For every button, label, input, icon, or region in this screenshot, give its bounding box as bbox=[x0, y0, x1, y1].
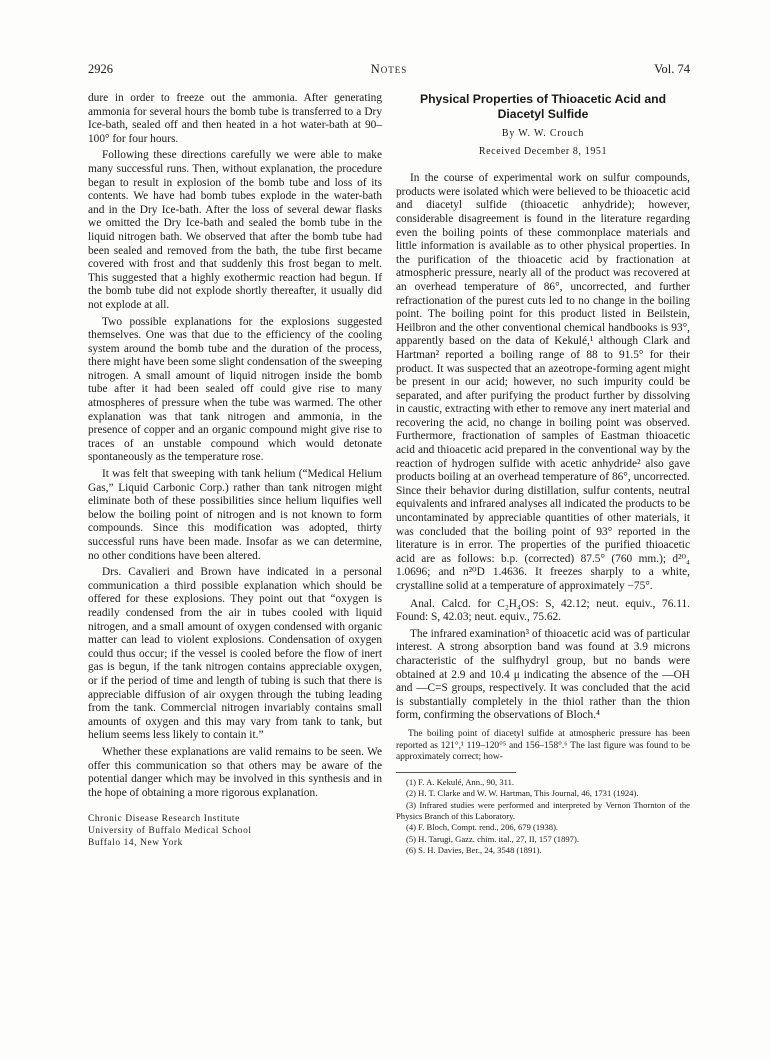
postscript-note: The boiling point of diacetyl sulfide at atmospheric pressure has been reported as 121°,¹ 119–120°⁵ and 156–158°.⁶ The last figure was found to be approximately correct; how- bbox=[396, 728, 690, 763]
paragraph: In the course of experimental work on sulfur compounds, products were isolated which were believed to be thioacetic acid and diacetyl sulfide (thioacetic anhydride); however, considerable disagreement is found in the literature regarding even the boiling points of these commonplace materials and little information is available as to other physical properties. In the purification of the thioacetic acid by fractionation at atmospheric pressure, nearly all of the product was recovered at an overhead temperature of 86°, uncorrected, and further refractionation of the purest cuts led to no change in the boiling point. The boiling point for this product listed in Beilstein, Heilbron and the other conventional chemical handbooks is 93°, apparently based on the data of Kekulé,¹ although Clark and Hartman² reported a boiling range of 88 to 91.5° for their product. It was suspected that an azeotrope-forming agent might be present in our acid; however, no such impurity could be separated, and after purifying the product further by dissolving in caustic, extracting with ether to remove any inert material and recovering the acid, no change in boiling point was observed. Furthermore, fractionation of samples of Eastman thioacetic acid and thioacetic acid prepared in the conventional way by the reaction of hydrogen sulfide with acetic anhydride² also gave products boiling at an overhead temperature of 86°, uncorrected. Since their behavior during distillation, sulfur contents, neutral equivalents and infrared analyses all indicated the products to be uncontaminated by appreciable quantities of other materials, it was concluded that the boiling point of 93° reported in the literature is in error. The properties of the purified thioacetic acid are as follows: b.p. (corrected) 87.5° (760 mm.); d²⁰₄ 1.0696; and n²⁰D 1.4636. It freezes sharply to a white, crystalline solid at a temperature of approximately −75°. bbox=[396, 172, 690, 592]
footnote: (1) F. A. Kekulé, Ann., 90, 311. bbox=[406, 776, 515, 787]
paragraph: Following these directions carefully we were able to make many successful runs. Then, without explanation, the procedure began to result in explosion of the bomb tube and loss of its contents. We have had bomb tubes explode in the water-bath and in the Dry Ice-bath. After the loss of several dewar flasks we omitted the Dry Ice-bath and sealed the bomb tube in the liquid nitrogen bath. We observed that after the bomb tube had been sealed and removed from the bath, the tube first became covered with frost and that suddenly this frost began to melt. This suggested that a highly exothermic reaction had begun. If the bomb tube did not explode shortly thereafter, it usually did not explode at all. bbox=[88, 149, 382, 311]
right-column bbox=[396, 92, 690, 857]
footnotes bbox=[396, 777, 690, 857]
left-column bbox=[88, 92, 382, 850]
article-title: Physical Properties of Thioacetic Acid and Diacetyl Sulfide bbox=[419, 92, 667, 121]
received-date: Received December 8, 1951 bbox=[478, 145, 608, 157]
footnote: (4) F. Bloch, Compt. rend., 206, 679 (1938). bbox=[406, 822, 559, 833]
author-affiliation bbox=[88, 814, 382, 849]
running-header bbox=[88, 62, 690, 82]
footnote: (6) S. H. Davies, Ber., 24, 3548 (1891). bbox=[406, 845, 542, 856]
paragraph: dure in order to freeze out the ammonia. After generating ammonia for several hours the bomb tube is transferred to a Dry Ice-bath, sealed off and then heated in a hot water-bath at 90–100° for four hours. bbox=[88, 92, 382, 145]
paragraph: Two possible explanations for the explosions suggested themselves. One was that due to the efficiency of the cooling system around the bomb tube and the duration of the process, there might have been some slight condensation of the sweeping nitrogen. A small amount of liquid nitrogen inside the bomb tube after it had been sealed off could give rise to many atmospheres of pressure when the tube was warmed. The other explanation was that tank nitrogen and ammonia, in the presence of copper and an organic compound might give rise to traces of an unstable compound which would detonate spontaneously as the temperature rose. bbox=[88, 315, 382, 464]
volume-label: Vol. 74 bbox=[654, 62, 690, 76]
paragraph: Whether these explanations are valid remains to be seen. We offer this communication so that others may be aware of the potential danger which may be involved in this synthesis and in the hope of obtaining a more rigorous explanation. bbox=[88, 745, 382, 799]
footnote: (5) H. Tarugi, Gazz. chim. ital., 27, II, 157 (1897). bbox=[406, 833, 579, 844]
footnote: (3) Infrared studies were performed and interpreted by Vernon Thornton of the Physics Branch of this Laboratory. bbox=[396, 799, 690, 821]
affiliation-line: Chronic Disease Research Institute bbox=[88, 814, 240, 825]
page-number: 2926 bbox=[88, 62, 113, 76]
section-title: Notes bbox=[370, 62, 408, 76]
analysis-line: Anal. Calcd. for C₂H₄OS: S, 42.12; neut. equiv., 76.11. Found: S, 42.03; neut. equiv., 75.62. bbox=[396, 597, 690, 624]
paragraph: Drs. Cavalieri and Brown have indicated in a personal communication a third possible explanation which should be offered for these explosions. They point out that “oxygen is readily condensed from the air in tubes cooled with liquid nitrogen, and a small amount of oxygen condensed with organic matter can lead to violent explosions. Condensation of oxygen could thus occur; if the vessel is cooled before the flow of inert gas is begun, if the tank nitrogen contains appreciable oxygen, or if the period of time and length of tubing is such that there is appreciable diffusion of air oxygen through the tubing leading from the tank. Commercial nitrogen invariably contains small amounts of oxygen and this may vary from tank to tank, but helium seems less likely to contain it.” bbox=[88, 566, 382, 742]
affiliation-line: Buffalo 14, New York bbox=[88, 837, 183, 848]
footnote: (2) H. T. Clarke and W. W. Hartman, This Journal, 46, 1731 (1924). bbox=[406, 788, 639, 799]
paragraph: It was felt that sweeping with tank helium (“Medical Helium Gas,” Liquid Carbonic Corp.) rather than tank nitrogen might eliminate both of these possibilities since helium liquifies well below the boiling point of nitrogen and is not known to form compounds. Since this modification was adopted, thirty successful runs have been made. Insofar as we can determine, no other conditions have been altered. bbox=[88, 468, 382, 562]
byline: By W. W. Crouch bbox=[501, 128, 585, 139]
footnote-divider bbox=[396, 772, 516, 773]
paragraph: The infrared examination³ of thioacetic acid was of particular interest. A strong absorption band was found at 3.9 microns characteristic of the sulfhydryl group, but no bands were obtained at 2.9 and 10.4 μ indicating the absence of the —OH and —C=S groups, respectively. It was concluded that the acid is substantially completely in the thiol rather than the thion form, confirming the observations of Bloch.⁴ bbox=[396, 627, 690, 722]
affiliation-line: University of Buffalo Medical School bbox=[88, 826, 252, 837]
